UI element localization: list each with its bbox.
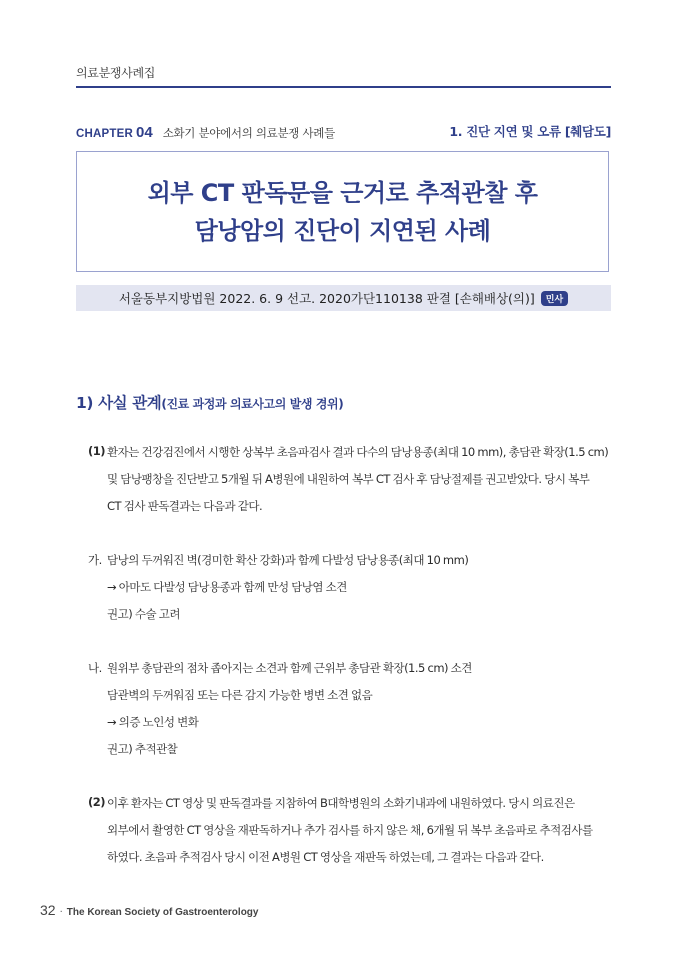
- page-number: 32: [40, 902, 56, 918]
- header-rule: [76, 86, 611, 88]
- section-heading: [76, 391, 343, 413]
- paragraph-2-line-1: 이후 환자는 CT 영상 및 판독결과를 지참하여 B대학병원의 소화기내과에 내원하였다. 당시 의료진은: [107, 796, 575, 810]
- journal-name: The Korean Society of Gastroenterology: [66, 907, 259, 918]
- civil-case-badge: 민사: [541, 291, 568, 306]
- paragraph-2-line-3: 하였다. 초음파 추적검사 당시 이전 A병원 CT 영상을 재판독 하였는데, 그 결과는 다음과 같다.: [107, 850, 544, 864]
- chapter-title: 소화기 분야에서의 의료분쟁 사례들: [162, 126, 335, 140]
- footer-separator: ·: [59, 907, 63, 918]
- item-na-line-2: 담관벽의 두꺼워짐 또는 다른 감지 가능한 병변 소견 없음: [107, 688, 373, 702]
- chapter-number: 04: [136, 124, 153, 141]
- running-title: 의료분쟁사례집: [76, 66, 156, 80]
- item-na-line-1: 원위부 총담관의 점차 좁아지는 소견과 함께 근위부 총담관 확장(1.5 cm) 소견: [107, 661, 472, 675]
- paragraph-1-number: (1): [88, 444, 106, 458]
- title-line-1: 외부 CT 판독문을 근거로 추적관찰 후: [147, 178, 538, 207]
- item-na-line-3: → 의증 노인성 변화: [107, 715, 199, 729]
- item-na-line-4: 권고) 추적관찰: [107, 742, 178, 756]
- court-citation: 서울동부지방법원 2022. 6. 9 선고. 2020가단110138 판결 [손해배상(의)]: [118, 291, 535, 306]
- paragraph-2-number: (2): [88, 795, 106, 809]
- title-box: [76, 151, 609, 272]
- paragraph-1-line-2: 및 담낭팽창을 진단받고 5개월 뒤 A병원에 내원하여 복부 CT 검사 후 담낭절제를 권고받았다. 당시 복부: [107, 472, 590, 486]
- item-ga-line-3: 권고) 수술 고려: [107, 607, 180, 621]
- title-line-2: 담낭암의 진단이 지연된 사례: [194, 216, 491, 245]
- item-ga-line-2: → 아마도 다발성 담낭용종과 함께 만성 담낭염 소견: [107, 580, 347, 594]
- section-heading-main: 1) 사실 관계: [76, 394, 162, 412]
- category-label: 1. 진단 지연 및 오류 [췌담도]: [449, 124, 611, 139]
- item-ga-marker: 가.: [88, 553, 102, 567]
- section-heading-sub: (진료 과정과 의료사고의 발생 경위): [161, 397, 344, 411]
- item-na-marker: 나.: [88, 661, 102, 675]
- page-footer: [40, 900, 258, 919]
- chapter-line: [76, 122, 611, 140]
- item-ga-line-1: 담낭의 두꺼워진 벽(경미한 확산 강화)과 함께 다발성 담낭용종(최대 10 mm): [107, 553, 469, 567]
- paragraph-1-line-1: 환자는 건강검진에서 시행한 상복부 초음파검사 결과 다수의 담낭용종(최대 10 mm), 총담관 확장(1.5 cm): [107, 445, 609, 459]
- paragraph-2-line-2: 외부에서 촬영한 CT 영상을 재판독하거나 추가 검사를 하지 않은 채, 6개월 뒤 복부 초음파로 추적검사를: [107, 823, 593, 837]
- court-info-band: [76, 285, 611, 311]
- paragraph-1-line-3: CT 검사 판독결과는 다음과 같다.: [107, 499, 263, 513]
- chapter-label: CHAPTER: [76, 128, 133, 140]
